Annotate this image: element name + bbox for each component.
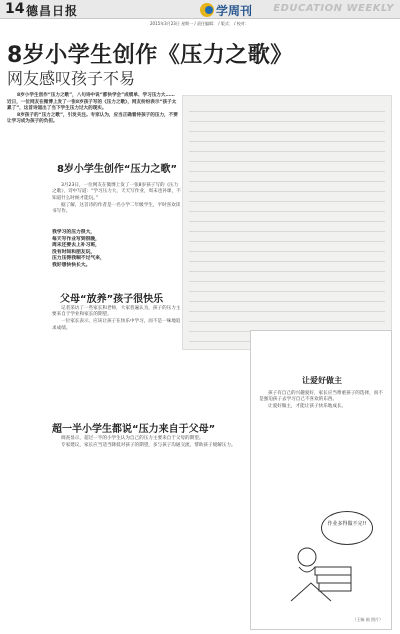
sub-headline: 网友感叹孩子不易 [7, 69, 136, 88]
child-with-books-icon [281, 543, 361, 603]
section-logo [200, 0, 260, 19]
article-parent-pressure-body [52, 436, 242, 450]
article-body [52, 183, 182, 216]
lead-paragraph: 8岁小学生创作“压力之歌”，八句诗中说“都快学会”成绩单、学习压力大……近日，一位网友在微博上发了一张8岁孩子写的《压力之歌》，网友纷纷表示“孩子太累了”，这首诗道出了当下学生压力过大的现实。 [7, 93, 177, 112]
main-headline: 8岁小学生创作《压力之歌》 [7, 43, 293, 68]
poem-line: 周末还要去上补习班， [52, 243, 100, 249]
page-number: 14 [5, 1, 25, 17]
poem-line: 压力压得我喘不过气来， [52, 256, 105, 262]
lead-paragraphs [7, 93, 179, 126]
article-heading-parent-pressure: 超一半小学生都说“压力来自于父母” [52, 424, 216, 435]
lead-paragraph: 8岁孩子的“压力之歌”，引发关注。专家认为，应当正确看待孩子的压力，不要让学习成为孩子的负担。 [7, 112, 178, 125]
cartoon-paragraph: 孩子有自己的兴趣爱好，家长应当尊重孩子的选择，而不是强迫孩子去学习自己不喜欢的东西。 [259, 391, 383, 403]
article-paragraph: 一位家长表示，应该让孩子在快乐中学习，而不是一味地追求成绩。 [52, 319, 181, 331]
poem-line: 我学习的压力很大， [52, 230, 96, 235]
article-paragraph: 调查显示，超过一半的小学生认为自己的压力主要来自于父母的期望。 [61, 436, 204, 441]
article-free-range-body [52, 306, 182, 333]
article-paragraph: 据了解，这首诗的作者是一名小学二年级学生，平时喜欢读书写作。 [52, 202, 181, 215]
handwritten-poem-photo [182, 95, 392, 350]
cartoon-panel [250, 330, 392, 630]
poem-line: 没有时间和朋友玩， [52, 249, 96, 255]
section-english-title: EDUCATION WEEKLY [273, 3, 394, 14]
cartoon-credit: （王畅 画 图片） [352, 617, 383, 622]
cartoon-text [259, 391, 385, 410]
poem-text [52, 230, 182, 270]
article-heading: 8岁小学生创作“压力之歌” [56, 164, 178, 175]
poem-line: 我好想快快长大。 [52, 262, 91, 268]
article-paragraph: 3月23日，一位网友在微博上发了一张8岁孩子写的《压力之歌》，诗中写道：“学习压力大，天天写作业，周末也补课，不知道什么时候才能玩。” [52, 183, 181, 201]
logo-inner-circle-icon [205, 6, 213, 14]
article-paragraph: 记者采访了一些家长和老师，大家普遍认为，孩子的压力主要来自于学业和家长的期望。 [52, 306, 181, 318]
speech-bubble: 作业多得做不完!! [321, 511, 373, 545]
section-logo-text: 学周刊 [216, 4, 253, 18]
article-heading-free-range: 父母“放养”孩子很快乐 [60, 294, 164, 305]
cartoon-title: 让爱好做主 [302, 376, 342, 385]
cartoon-illustration [261, 511, 383, 611]
cartoon-paragraph: 让爱好做主，才能让孩子快乐地成长。 [268, 403, 347, 409]
date-line: 2015年3月23日 星期一 / 责任编辑： / 版式： / 校对： [150, 21, 249, 26]
poem-line: 每天写作业写到很晚， [52, 236, 100, 242]
article-paragraph: 专家建议，家长应当适当降低对孩子的期望，多与孩子沟通交流，帮助孩子缓解压力。 [61, 442, 236, 448]
masthead [0, 0, 400, 19]
notebook-lines [189, 102, 385, 343]
paper-name: 德昌日报 [26, 4, 79, 18]
